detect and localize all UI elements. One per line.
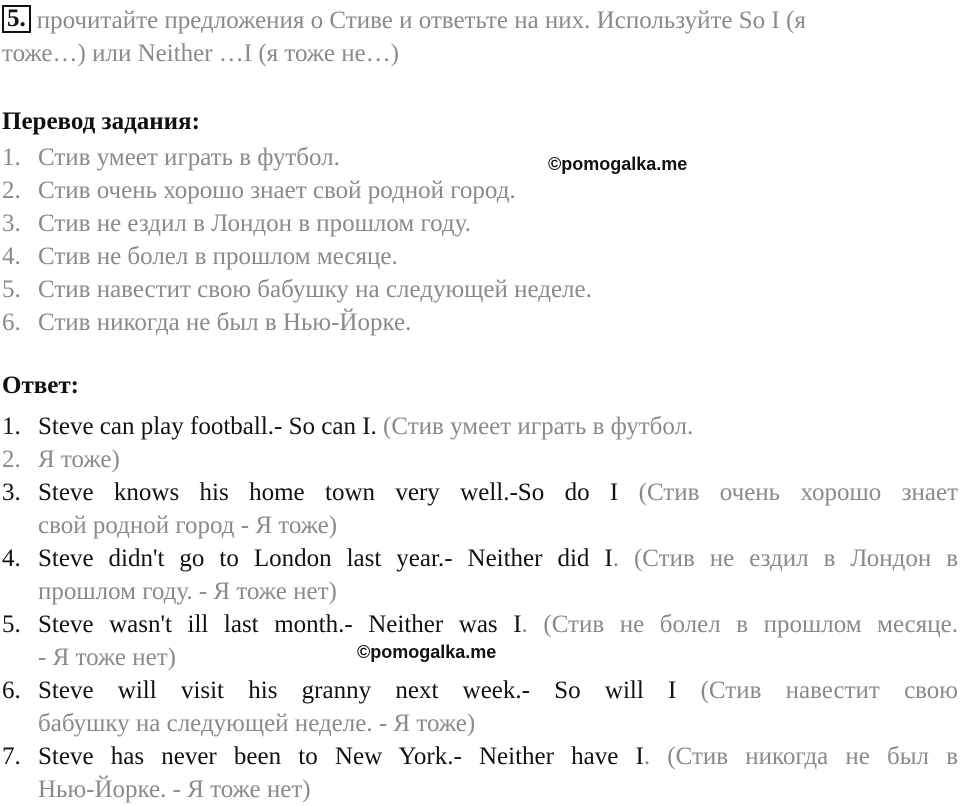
answer-russian: . (Стив не болел в прошлом месяце.	[521, 611, 959, 638]
task-line-1	[0, 4, 960, 37]
watermark-logo: ©pomogalka.me	[357, 642, 497, 662]
answer-russian: . (Стив никогда не был в	[643, 743, 958, 770]
answer-item-number: 2.	[2, 446, 21, 473]
translation-item-text: Стив умеет играть в футбол.	[38, 144, 340, 171]
answer-english: Steve didn't go to London last year.- Neither did I	[38, 545, 613, 572]
task-text-line-1: прочитайте предложения о Стиве и ответьте на них. Используйте So I (я	[36, 7, 806, 34]
answer-russian: . (Стив не ездил в Лондон в	[612, 545, 958, 572]
answer-russian: (Стив умеет играть в футбол.	[376, 413, 694, 440]
answer-russian-continuation: прошлом году. - Я тоже нет)	[38, 578, 337, 605]
translation-item-number: 5.	[2, 276, 21, 303]
answer-item-number: 4.	[2, 545, 21, 572]
translation-item-text: Стив очень хорошо знает свой родной город.	[38, 177, 516, 204]
answer-english: Steve will visit his granny next week.- So will I	[38, 677, 677, 704]
translation-item-text: Стив не ездил в Лондон в прошлом году.	[38, 210, 471, 237]
answer-russian: (Стив навестит свою	[676, 677, 958, 704]
task-text-line-2: тоже…) или Neither …I (я тоже не…)	[2, 40, 399, 67]
translation-item-number: 1.	[2, 144, 21, 171]
answer-russian-continuation: Нью-Йорке. - Я тоже нет)	[38, 776, 311, 803]
translation-item-number: 6.	[2, 309, 21, 336]
answer-english: Steve has never been to New York.- Neither have I	[38, 743, 644, 770]
answer-item-number: 6.	[2, 677, 21, 704]
answer-russian-continuation: свой родной город - Я тоже)	[38, 512, 338, 539]
translation-item-text: Стив не болел в прошлом месяце.	[38, 243, 398, 270]
task-number-box: 5.	[2, 5, 31, 33]
answer-english: Steve wasn't ill last month.- Neither was I	[38, 611, 522, 638]
translation-heading: Перевод задания:	[2, 108, 200, 135]
translation-item-number: 4.	[2, 243, 21, 270]
answer-item-number: 7.	[2, 743, 21, 770]
answer-heading: Ответ:	[2, 372, 79, 399]
answer-english: Steve knows his home town very well.-So do I	[38, 479, 619, 506]
answer-russian-continuation: - Я тоже нет)	[38, 644, 176, 671]
translation-item-text: Стив навестит свою бабушку на следующей неделе.	[38, 276, 592, 303]
translation-item-text: Стив никогда не был в Нью-Йорке.	[38, 309, 412, 336]
watermark-logo: ©pomogalka.me	[548, 154, 688, 174]
answer-russian: (Стив очень хорошо знает	[618, 479, 958, 506]
answer-item-number: 5.	[2, 611, 21, 638]
answer-item-number: 3.	[2, 479, 21, 506]
answer-item-number: 1.	[2, 413, 21, 440]
answer-english: Steve can play football.- So can I.	[38, 413, 377, 440]
translation-item-number: 2.	[2, 177, 21, 204]
answer-russian-continuation: бабушку на следующей неделе. - Я тоже)	[38, 710, 476, 737]
answer-russian: Я тоже)	[38, 446, 120, 473]
translation-item-number: 3.	[2, 210, 21, 237]
